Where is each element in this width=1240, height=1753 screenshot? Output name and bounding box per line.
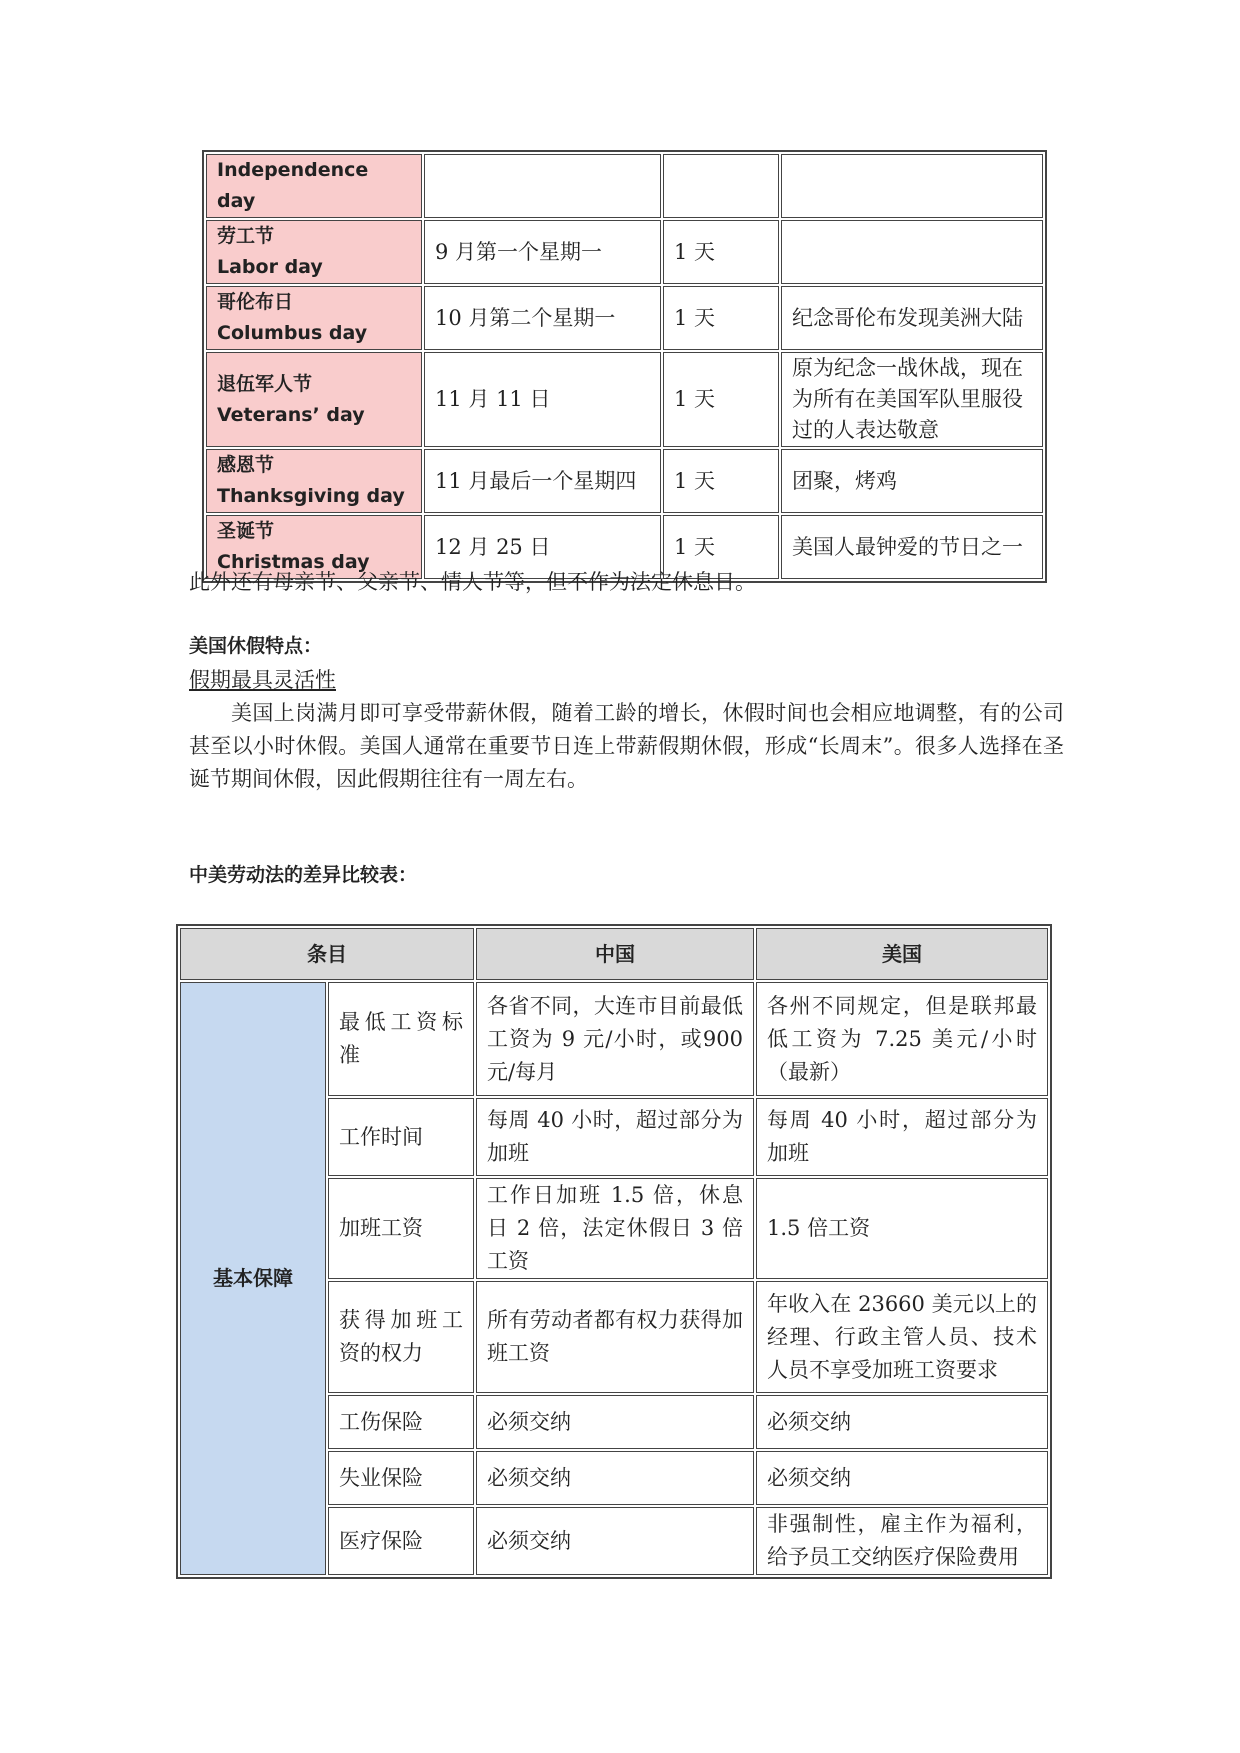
holiday-name-cn: 劳工节 xyxy=(217,225,275,247)
features-heading: 美国休假特点： xyxy=(189,635,323,657)
usa-cell: 非强制性，雇主作为福利，给予员工交纳医疗保险费用 xyxy=(756,1507,1048,1575)
features-subheading-text: 假期最具灵活性 xyxy=(189,668,336,692)
holiday-name-cell xyxy=(206,154,422,218)
compare-table xyxy=(176,924,1052,1579)
header-item: 条目 xyxy=(180,928,474,980)
item-cell: 失业保险 xyxy=(328,1451,474,1505)
holiday-name-cn: 圣诞节 xyxy=(217,520,275,542)
china-cell: 工作日加班 1.5 倍，休息日 2 倍，法定休假日 3 倍工资 xyxy=(476,1178,754,1279)
holiday-note-cell: 美国人最钟爱的节日之一 xyxy=(781,515,1043,579)
holiday-name-en: Veterans’ day xyxy=(217,403,365,426)
holiday-days-cell: 1 天 xyxy=(663,286,779,350)
holiday-days-cell: 1 天 xyxy=(663,352,779,447)
holiday-name-cell xyxy=(206,449,422,513)
table-row xyxy=(206,220,1043,284)
china-cell: 各省不同，大连市目前最低工资为 9 元/小时，或900 元/每月 xyxy=(476,982,754,1096)
item-cell: 医疗保险 xyxy=(328,1507,474,1575)
holiday-days-cell: 1 天 xyxy=(663,449,779,513)
table-row xyxy=(206,286,1043,350)
table-row xyxy=(206,154,1043,218)
usa-cell: 必须交纳 xyxy=(756,1451,1048,1505)
holiday-note-cell xyxy=(781,154,1043,218)
china-cell: 必须交纳 xyxy=(476,1395,754,1449)
item-cell: 加班工资 xyxy=(328,1178,474,1279)
holiday-name-cn: 感恩节 xyxy=(217,454,275,476)
china-cell: 每周 40 小时，超过部分为加班 xyxy=(476,1098,754,1176)
holiday-name-en: Labor day xyxy=(217,256,323,278)
holiday-note-cell xyxy=(781,220,1043,284)
features-subheading xyxy=(189,664,1064,697)
holiday-name-cell xyxy=(206,220,422,284)
usa-cell: 年收入在 23660 美元以上的经理、行政主管人员、技术人员不享受加班工资要求 xyxy=(756,1281,1048,1393)
holiday-name-cell xyxy=(206,352,422,447)
category-cell: 基本保障 xyxy=(180,982,326,1575)
holiday-name-cn: 哥伦布日 xyxy=(217,291,294,313)
item-cell: 工伤保险 xyxy=(328,1395,474,1449)
holiday-note-cell: 原为纪念一战休战，现在为所有在美国军队里服役过的人表达敬意 xyxy=(781,352,1043,447)
holiday-name-cn: 退伍军人节 xyxy=(217,372,313,395)
compare-heading: 中美劳动法的差异比较表： xyxy=(189,864,418,886)
holiday-date-cell: 10 月第二个星期一 xyxy=(424,286,661,350)
header-usa: 美国 xyxy=(756,928,1048,980)
item-cell: 获得加班工资的权力 xyxy=(328,1281,474,1393)
holiday-date-cell: 11 月最后一个星期四 xyxy=(424,449,661,513)
holiday-name-en: Independence day xyxy=(217,159,369,212)
usa-cell: 必须交纳 xyxy=(756,1395,1048,1449)
china-cell: 必须交纳 xyxy=(476,1451,754,1505)
holiday-days-cell: 1 天 xyxy=(663,515,779,579)
holiday-date-cell xyxy=(424,154,661,218)
item-cell: 最低工资标准 xyxy=(328,982,474,1096)
holiday-table xyxy=(202,150,1047,583)
holiday-days-cell: 1 天 xyxy=(663,220,779,284)
table-header-row xyxy=(180,928,1048,980)
holiday-date-cell: 9 月第一个星期一 xyxy=(424,220,661,284)
usa-cell: 1.5 倍工资 xyxy=(756,1178,1048,1279)
table-row xyxy=(206,449,1043,513)
holiday-note-cell: 团聚，烤鸡 xyxy=(781,449,1043,513)
usa-cell: 每周 40 小时，超过部分为加班 xyxy=(756,1098,1048,1176)
header-china: 中国 xyxy=(476,928,754,980)
holiday-name-cell xyxy=(206,286,422,350)
holiday-date-cell: 11 月 11 日 xyxy=(424,352,661,447)
table-row xyxy=(180,982,1048,1096)
table-row xyxy=(206,352,1043,447)
holiday-note-cell: 纪念哥伦布发现美洲大陆 xyxy=(781,286,1043,350)
holiday-date-cell: 12 月 25 日 xyxy=(424,515,661,579)
holiday-days-cell xyxy=(663,154,779,218)
item-cell: 工作时间 xyxy=(328,1098,474,1176)
holiday-name-en: Christmas day xyxy=(217,551,370,573)
holiday-name-en: Thanksgiving day xyxy=(217,485,405,507)
holiday-name-en: Columbus day xyxy=(217,322,368,344)
china-cell: 必须交纳 xyxy=(476,1507,754,1575)
usa-cell: 各州不同规定，但是联邦最低工资为 7.25 美元/小时（最新） xyxy=(756,982,1048,1096)
features-paragraph: 美国上岗满月即可享受带薪休假，随着工龄的增长，休假时间也会相应地调整，有的公司甚至以小时休假。美国人通常在重要节日连上带薪假期休假，形成“长周末”。很多人选择在圣诞节期间休假，因此假期往往有一周左右。 xyxy=(189,701,1064,791)
note-after-table: 此外还有母亲节、父亲节、情人节等，但不作为法定休息日。 xyxy=(189,570,756,594)
china-cell: 所有劳动者都有权力获得加班工资 xyxy=(476,1281,754,1393)
